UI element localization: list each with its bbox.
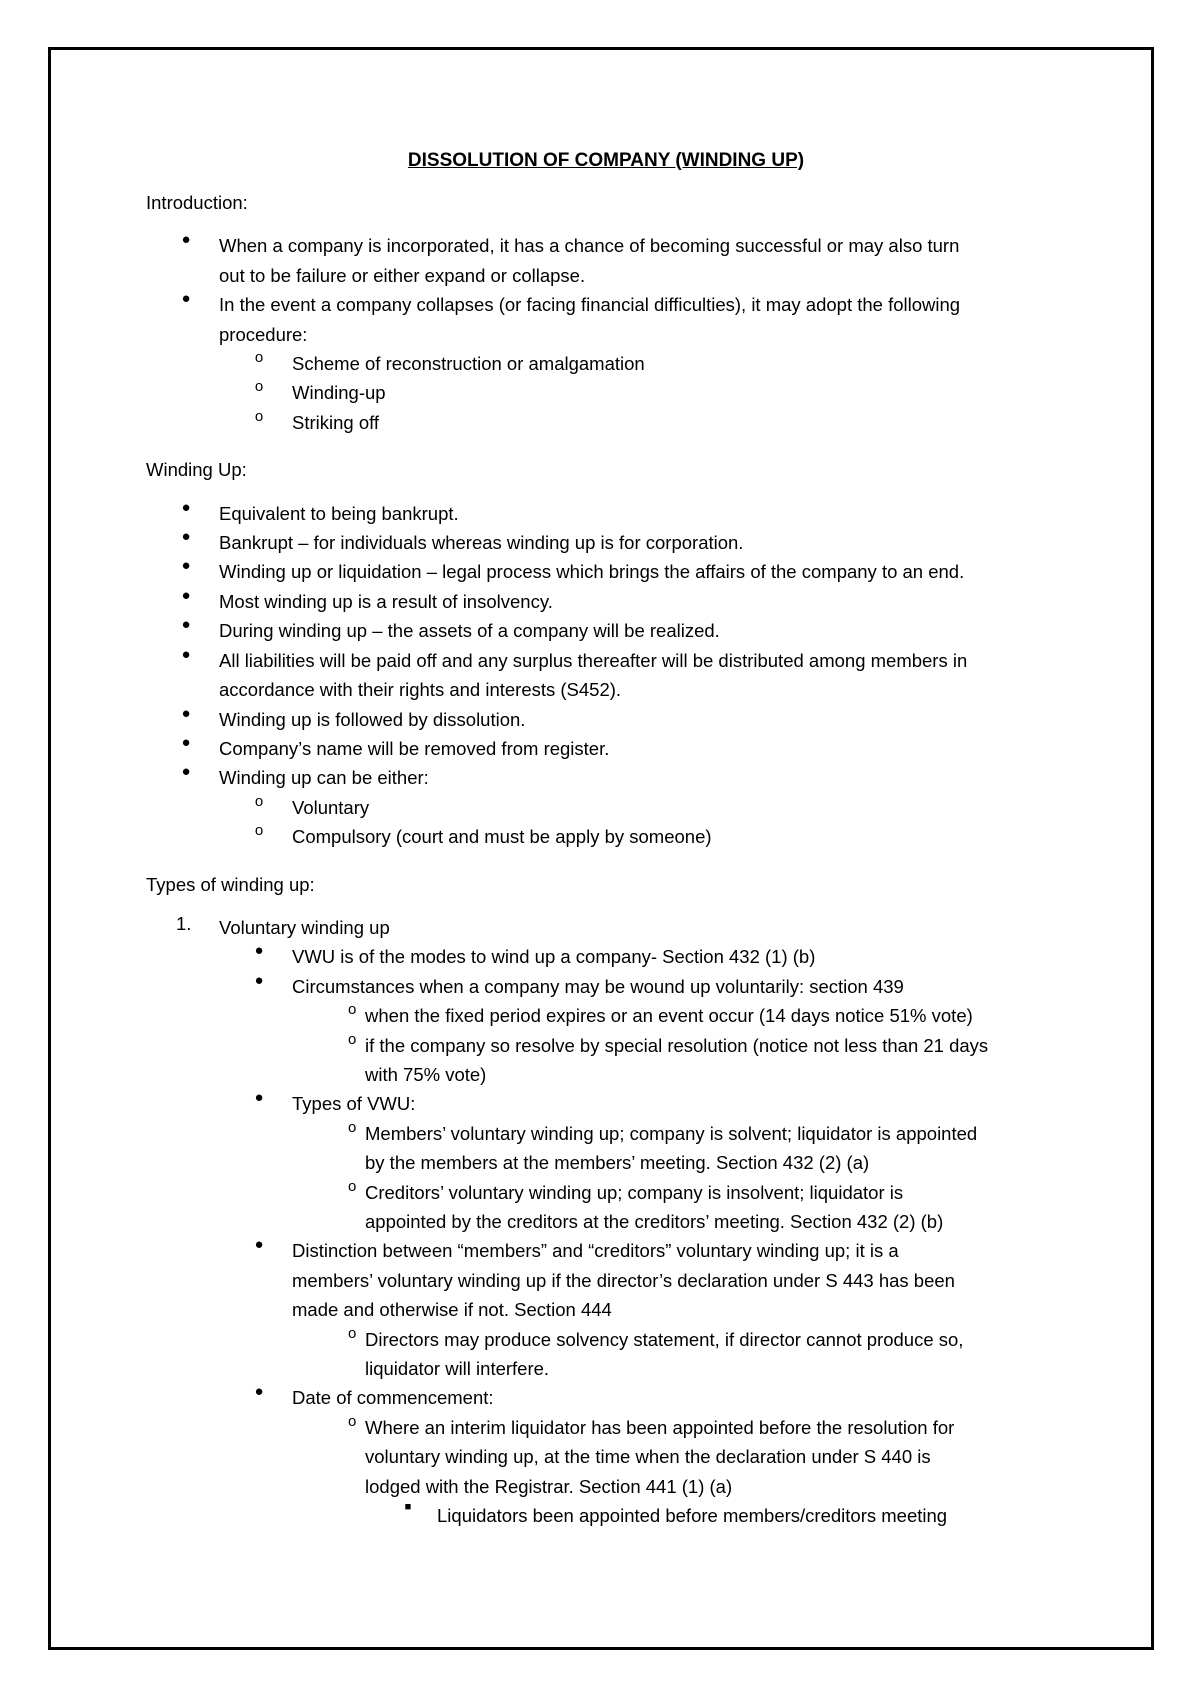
section-heading-types: Types of winding up: — [146, 873, 315, 895]
sub-list-item: ● VWU is of the modes to wind up a company- Section 432 (1) (b) — [146, 942, 1066, 971]
sub-sub-list-item: o Creditors’ voluntary winding up; company is insolvent; liquidator is appointed by the creditors at the creditors’ meeting. Section 432 (2) (b) — [348, 1177, 944, 1232]
sub-sub-list-item: o Where an interim liquidator has been appointed before the resolution for voluntary winding up, at the time when the declaration under S 440 is lodged with the Registrar. Section 441 (1) (a) — [348, 1412, 955, 1497]
section-heading-introduction: Introduction: — [146, 192, 248, 213]
list-item: ● Winding up or liquidation – legal process which brings the affairs of the company to an end. — [146, 557, 1066, 586]
bullet-dot-icon: ● — [254, 1236, 264, 1254]
bullet-dot-icon: ● — [254, 1089, 264, 1107]
sub-list-item: ● Distinction between “members” and “creditors” voluntary winding up; it is a members’ voluntary winding up if the director’s declaration under S 443 has been made and otherwise if not. Section 444 — [146, 1236, 1066, 1324]
sub-list-item: o Winding-up — [146, 378, 1066, 407]
bullet-circle-icon: o — [254, 792, 264, 810]
types-list — [146, 913, 1066, 1531]
list-item: ● In the event a company collapses (or facing financial difficulties), it may adopt the following procedure: — [146, 290, 1066, 349]
bullet-dot-icon: ● — [254, 971, 264, 989]
bullet-dot-icon: ● — [181, 557, 191, 575]
list-item: ● All liabilities will be paid off and any surplus thereafter will be distributed among members in accordance with their rights and interests (S452). — [146, 646, 1066, 705]
sub-list-item: ● Date of commencement: — [146, 1383, 1066, 1412]
sub-sub-list-item: o if the company so resolve by special resolution (notice not less than 21 days with 75% vote) — [348, 1030, 989, 1085]
introduction-list — [146, 231, 1066, 437]
list-number: 1. — [176, 912, 192, 934]
sub-list-item: ● Circumstances when a company may be wound up voluntarily: section 439 — [146, 972, 1066, 1001]
list-item: ● When a company is incorporated, it has a chance of becoming successful or may also turn out to be failure or either expand or collapse. — [146, 231, 1066, 290]
bullet-dot-icon: ● — [181, 704, 191, 722]
bullet-circle-icon: o — [348, 1324, 357, 1342]
bullet-dot-icon: ● — [181, 645, 191, 663]
bullet-circle-icon: o — [348, 1030, 357, 1048]
sub-sub-sub-list-item: ■ Liquidators been appointed before members/creditors meeting — [146, 1501, 1066, 1530]
section-heading-winding-up: Winding Up: — [146, 459, 247, 481]
bullet-dot-icon: ● — [181, 763, 191, 781]
bullet-dot-icon: ● — [181, 528, 191, 546]
sub-list-item: o Striking off — [146, 408, 1066, 437]
list-item: ● Equivalent to being bankrupt. — [146, 499, 1066, 528]
bullet-circle-icon: o — [348, 1118, 357, 1136]
bullet-circle-icon: o — [348, 1001, 357, 1019]
sub-sub-list-item: o Directors may produce solvency statement, if director cannot produce so, liquidator will interfere. — [348, 1324, 964, 1380]
bullet-circle-icon: o — [348, 1412, 357, 1430]
bullet-dot-icon: ● — [254, 942, 264, 960]
sub-sub-list-item: o Members’ voluntary winding up; company is solvent; liquidator is appointed by the members at the members’ meeting. Section 432 (2) (a) — [348, 1118, 978, 1174]
bullet-dot-icon: ● — [181, 290, 191, 308]
list-item: ● Bankrupt – for individuals whereas winding up is for corporation. — [146, 528, 1066, 557]
sub-list-item: o Scheme of reconstruction or amalgamation — [146, 349, 1066, 378]
document-title: DISSOLUTION OF COMPANY (WINDING UP) — [407, 150, 805, 171]
bullet-dot-icon: ● — [181, 231, 191, 249]
sub-list-item: o Compulsory (court and must be apply by someone) — [146, 822, 1066, 851]
bullet-dot-icon: ● — [181, 586, 191, 604]
list-item: ● Winding up can be either: — [146, 763, 1066, 792]
list-item: ● Company’s name will be removed from register. — [146, 734, 1066, 763]
bullet-circle-icon: o — [348, 1177, 357, 1195]
bullet-dot-icon: ● — [181, 616, 191, 634]
sub-list-item: o Voluntary — [146, 793, 1066, 822]
bullet-circle-icon: o — [254, 349, 264, 367]
list-item: ● Most winding up is a result of insolvency. — [146, 587, 1066, 616]
winding-up-list — [146, 499, 1066, 852]
bullet-circle-icon: o — [254, 822, 264, 840]
bullet-dot-icon: ● — [254, 1383, 264, 1401]
list-item: ● During winding up – the assets of a company will be realized. — [146, 616, 1066, 645]
bullet-dot-icon: ● — [181, 733, 191, 751]
bullet-square-icon: ■ — [404, 1501, 412, 1514]
bullet-circle-icon: o — [254, 407, 264, 425]
numbered-item: 1. Voluntary winding up — [176, 912, 390, 938]
list-item: ● Winding up is followed by dissolution. — [146, 705, 1066, 734]
bullet-circle-icon: o — [254, 378, 264, 396]
sub-list-item: ● Types of VWU: — [146, 1089, 1066, 1118]
document-body — [146, 146, 1066, 1530]
bullet-dot-icon: ● — [181, 498, 191, 516]
sub-sub-list-item: o when the fixed period expires or an event occur (14 days notice 51% vote) — [348, 1001, 973, 1027]
